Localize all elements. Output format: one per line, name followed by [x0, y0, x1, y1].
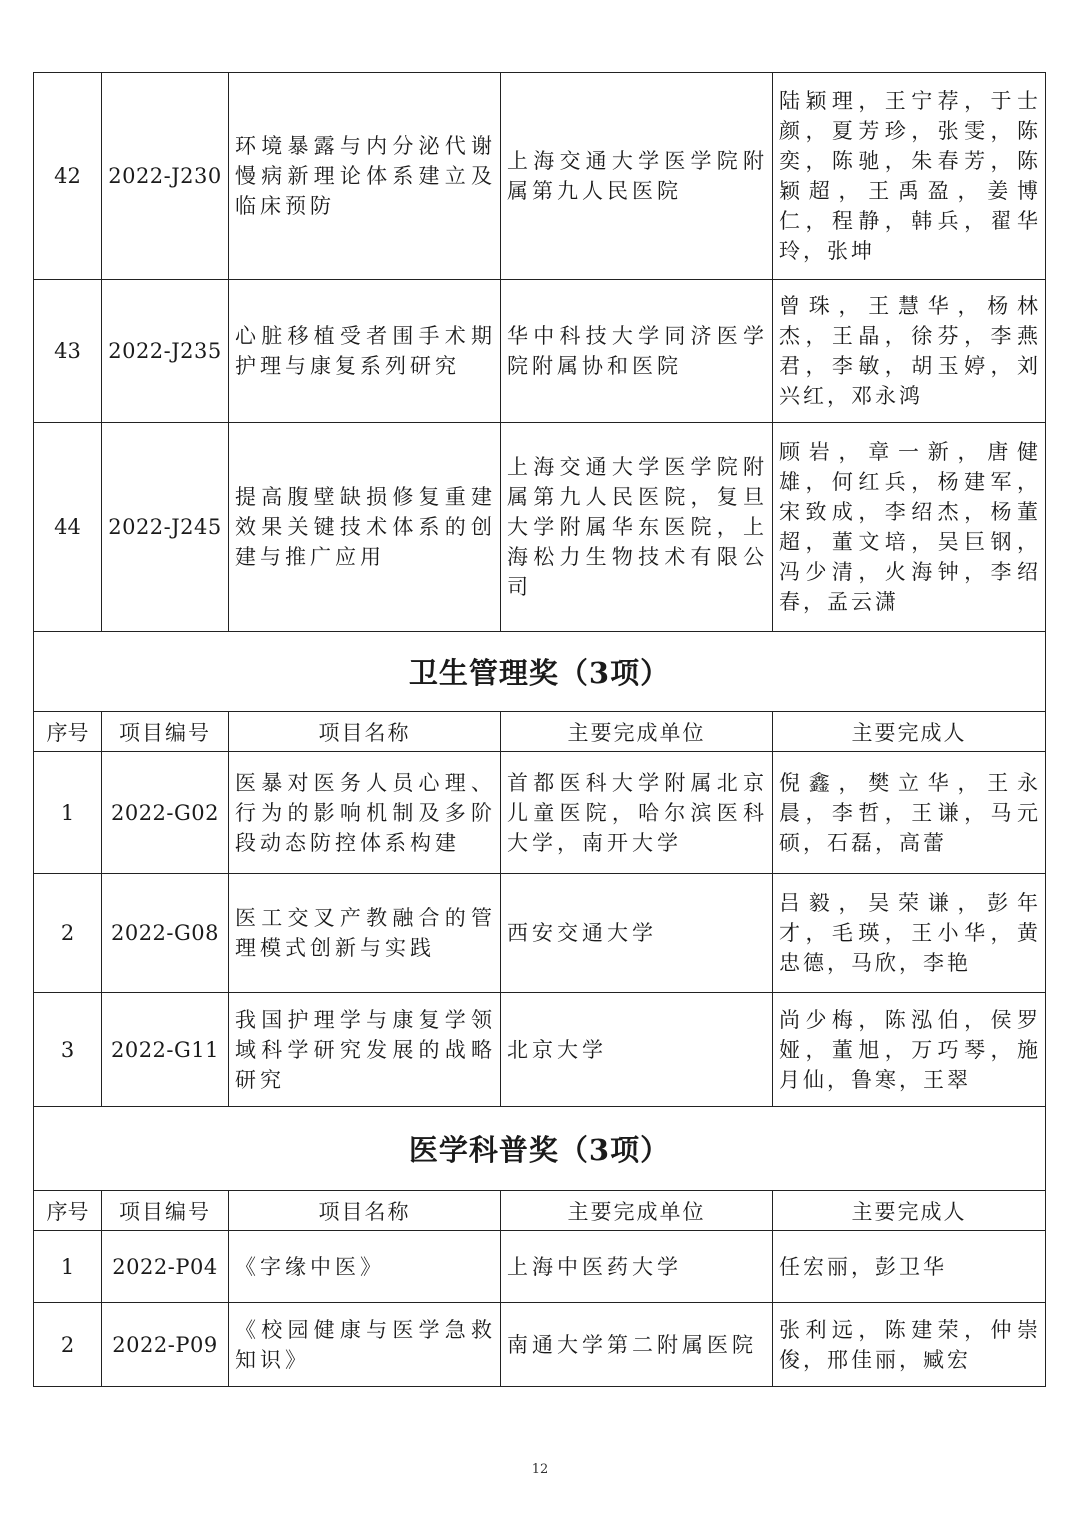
project-name: 《字缘中医》 [229, 1231, 501, 1303]
project-code: 2022-G02 [102, 752, 229, 874]
row-number: 42 [34, 73, 102, 280]
project-code: 2022-J230 [102, 73, 229, 280]
header-code: 项目编号 [102, 712, 229, 752]
table-row [34, 1303, 1046, 1387]
project-name: 《校园健康与医学急救知识》 [229, 1303, 501, 1387]
project-code: 2022-J245 [102, 423, 229, 632]
table-row [34, 73, 1046, 280]
completing-people: 吕毅，吴荣谦，彭年才，毛瑛，王小华，黄忠德，马欣，李艳 [773, 874, 1046, 993]
completing-unit: 南通大学第二附属医院 [501, 1303, 773, 1387]
project-name: 医暴对医务人员心理、行为的影响机制及多阶段动态防控体系构建 [229, 752, 501, 874]
project-name: 我国护理学与康复学领域科学研究发展的战略研究 [229, 993, 501, 1107]
completing-unit: 华中科技大学同济医学院附属协和医院 [501, 280, 773, 423]
table-header-row [34, 712, 1046, 752]
completing-people: 曾珠，王慧华，杨林杰，王晶，徐芬，李燕君，李敏，胡玉婷，刘兴红，邓永鸿 [773, 280, 1046, 423]
header-people: 主要完成人 [773, 712, 1046, 752]
completing-unit: 西安交通大学 [501, 874, 773, 993]
completing-unit: 上海交通大学医学院附属第九人民医院，复旦大学附属华东医院，上海松力生物技术有限公司 [501, 423, 773, 632]
row-number: 3 [34, 993, 102, 1107]
header-unit: 主要完成单位 [501, 712, 773, 752]
header-name: 项目名称 [229, 1191, 501, 1231]
completing-unit: 上海中医药大学 [501, 1231, 773, 1303]
project-name: 心脏移植受者围手术期护理与康复系列研究 [229, 280, 501, 423]
header-number: 序号 [34, 712, 102, 752]
project-code: 2022-G08 [102, 874, 229, 993]
table-header-row [34, 1191, 1046, 1231]
completing-people: 任宏丽，彭卫华 [773, 1231, 1046, 1303]
row-number: 44 [34, 423, 102, 632]
table-row [34, 874, 1046, 993]
project-name: 医工交叉产教融合的管理模式创新与实践 [229, 874, 501, 993]
table-row [34, 280, 1046, 423]
section-title-management: 卫生管理奖（3项） [34, 632, 1046, 712]
row-number: 2 [34, 1303, 102, 1387]
project-code: 2022-P09 [102, 1303, 229, 1387]
section-title-row [34, 1107, 1046, 1191]
table-row [34, 1231, 1046, 1303]
awards-table [33, 72, 1046, 1387]
completing-unit: 首都医科大学附属北京儿童医院，哈尔滨医科大学，南开大学 [501, 752, 773, 874]
page-number: 12 [531, 1462, 549, 1477]
completing-people: 陆颖理，王宁荐，于士颜，夏芳珍，张雯，陈奕，陈驰，朱春芳，陈颖超，王禹盈，姜博仁，程静，韩兵，翟华玲，张坤 [773, 73, 1046, 280]
completing-people: 尚少梅，陈泓伯，侯罗娅，董旭，万巧琴，施月仙，鲁寒，王翠 [773, 993, 1046, 1107]
project-name: 环境暴露与内分泌代谢慢病新理论体系建立及临床预防 [229, 73, 501, 280]
table-row [34, 752, 1046, 874]
row-number: 1 [34, 1231, 102, 1303]
project-code: 2022-J235 [102, 280, 229, 423]
project-code: 2022-P04 [102, 1231, 229, 1303]
completing-unit: 北京大学 [501, 993, 773, 1107]
section-title-row [34, 632, 1046, 712]
header-unit: 主要完成单位 [501, 1191, 773, 1231]
row-number: 2 [34, 874, 102, 993]
header-code: 项目编号 [102, 1191, 229, 1231]
table-row [34, 423, 1046, 632]
row-number: 1 [34, 752, 102, 874]
completing-people: 顾岩，章一新，唐健雄，何红兵，杨建军，宋致成，李绍杰，杨董超，董文培，吴巨钢，冯少清，火海钟，李绍春，孟云潇 [773, 423, 1046, 632]
header-name: 项目名称 [229, 712, 501, 752]
completing-unit: 上海交通大学医学院附属第九人民医院 [501, 73, 773, 280]
project-code: 2022-G11 [102, 993, 229, 1107]
completing-people: 张利远，陈建荣，仲崇俊，邢佳丽，臧宏 [773, 1303, 1046, 1387]
header-people: 主要完成人 [773, 1191, 1046, 1231]
project-name: 提高腹壁缺损修复重建效果关键技术体系的创建与推广应用 [229, 423, 501, 632]
completing-people: 倪鑫，樊立华，王永晨，李哲，王谦，马元硕，石磊，高蕾 [773, 752, 1046, 874]
row-number: 43 [34, 280, 102, 423]
header-number: 序号 [34, 1191, 102, 1231]
section-title-science: 医学科普奖（3项） [34, 1107, 1046, 1191]
table-row [34, 993, 1046, 1107]
